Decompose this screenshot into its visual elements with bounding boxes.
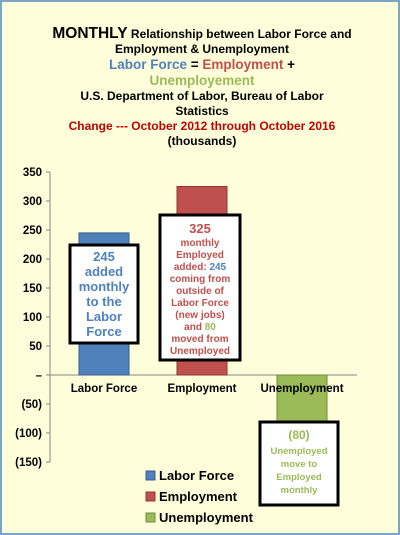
legend-swatch-labor-force	[146, 471, 155, 480]
unemp-line-3: move to	[280, 459, 318, 470]
unemployment-annotation	[260, 422, 338, 505]
employment-annotation	[160, 215, 240, 360]
legend-swatch-unemployment	[146, 513, 155, 522]
emp-l3: added: 245	[173, 262, 227, 273]
y-tick-label: 200	[22, 254, 42, 266]
x-label-labor-force: Labor Force	[70, 383, 138, 395]
lf-line-5: Labor	[85, 309, 123, 324]
legend-label-unemployment: Unemployment	[159, 510, 253, 525]
lf-line-1: 245	[93, 249, 115, 264]
y-tick-label: 300	[22, 196, 42, 208]
x-label-unemployment: Unemployment	[260, 383, 344, 395]
x-label-employment: Employment	[167, 383, 237, 395]
chart-title	[52, 25, 351, 148]
y-tick-label: 100	[22, 312, 42, 324]
title-equation: Labor Force = Employment +	[108, 57, 296, 72]
y-tick-label: 150	[22, 283, 42, 295]
emp-l10: Unemployed	[169, 346, 231, 357]
y-tick-label: (100)	[15, 428, 42, 440]
y-tick-label: –	[35, 370, 42, 382]
unemp-line-2: Unemployed	[270, 446, 328, 457]
bar-unemployment	[277, 375, 327, 421]
y-tick-label: 50	[29, 341, 42, 353]
lf-line-2: added	[84, 264, 124, 279]
chart-svg	[2, 2, 400, 535]
emp-l2: Employed	[176, 250, 224, 261]
emp-l5: outside of	[176, 286, 224, 297]
source-line-1: U.S. Department of Labor, Bureau of Labor	[80, 89, 324, 103]
title-line-2: Employment & Unemployment	[114, 42, 290, 56]
title-equation-unemployement: Unemployement	[149, 73, 255, 88]
title-line-1: MONTHLY Relationship between Labor Force and	[52, 25, 352, 42]
lf-line-3: monthly	[78, 279, 130, 294]
unemp-line-1: (80)	[288, 428, 310, 442]
y-tick-label: 350	[22, 167, 42, 179]
y-tick-label: (150)	[15, 457, 42, 469]
emp-l9: moved from	[171, 334, 229, 345]
x-axis-labels	[71, 383, 344, 395]
lf-line-6: Force	[86, 324, 122, 339]
emp-l6: Labor Force	[171, 298, 229, 309]
emp-l4: coming from	[169, 274, 231, 285]
emp-l8: and 80	[184, 322, 216, 333]
y-tick-label: (50)	[21, 399, 42, 411]
emp-l7: (new jobs)	[175, 310, 225, 321]
emp-num: 325	[189, 221, 211, 236]
legend	[146, 468, 254, 525]
legend-swatch-employment	[146, 492, 155, 501]
source-line-2: Statistics	[175, 104, 229, 118]
labor-force-annotation	[70, 245, 138, 343]
emp-l1: monthly	[180, 238, 220, 249]
unemp-line-5: monthly	[280, 485, 318, 496]
unemp-line-4: Employed	[276, 472, 322, 483]
legend-label-employment: Employment	[159, 489, 238, 504]
lf-line-4: to the	[86, 294, 122, 309]
units-label: (thousands)	[167, 134, 237, 148]
y-tick-label: 250	[22, 225, 42, 237]
legend-label-labor-force: Labor Force	[159, 468, 235, 483]
change-period: Change --- October 2012 through October 2016	[68, 119, 336, 133]
